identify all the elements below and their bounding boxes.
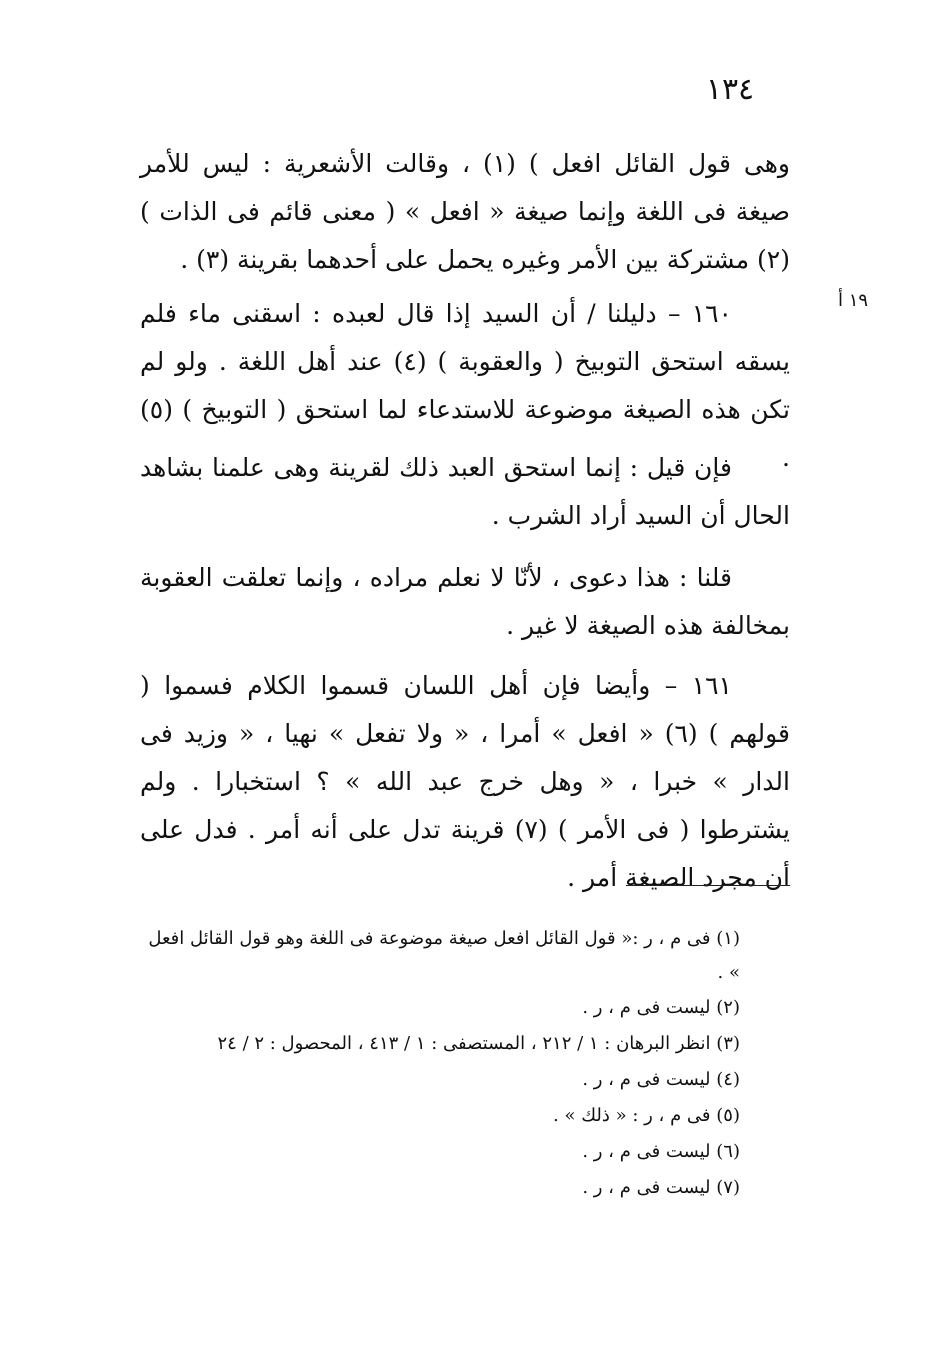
paragraph-161: ١٦١ – وأيضا فإن أهل اللسان قسموا الكلام فسموا ( قولهم ) (٦) « افعل » أمرا ، « ولا تفعل » نهيا ، « وزيد فى الدار » خبرا ، « وهل خرج عبد الله » ؟ استخبارا . ولم يشترطوا ( فى الأمر ) (٧) قرينة تدل على أنه أمر . فدل على أن مجرد الصيغة أمر .: [140, 671, 791, 892]
manuscript-folio-note: ١٩ أ: [837, 290, 869, 311]
paragraph-1: وهى قول القائل افعل ) (١) ، وقالت الأشعرية : ليس للأمر صيغة فى اللغة وإنما صيغة « افعل » ( معنى قائم فى الذات ) (٢) مشتركة بين الأمر وغيره يحمل على أحدهما بقرينة (٣) .: [140, 149, 790, 274]
paragraph-160: ١٦٠ – دليلنا / أن السيد إذا قال لعبده : اسقنى ماء فلم يسقه استحق التوبيخ ( والعقوبة ) (٤) عند أهل اللغة . ولو لم تكن هذه الصيغة موضوعة للاستدعاء لما استحق ( التوبيخ ) (٥) .: [140, 299, 790, 472]
main-text-block-4: [140, 554, 790, 650]
footnote-2: (٢) ليست فى م ، ر .: [582, 997, 740, 1018]
footnote-3: (٣) انظر البرهان : ١ / ٢١٢ ، المستصفى : ١ / ٤١٣ ، المحصول : ٢ / ٢٤: [217, 1033, 740, 1054]
footnote-4: (٤) ليست فى م ، ر .: [582, 1069, 740, 1090]
footnote-7: (٧) ليست فى م ، ر .: [582, 1177, 740, 1198]
paragraph-objection: فإن قيل : إنما استحق العبد ذلك لقرينة وهى علمنا بشاهد الحال أن السيد أراد الشرب .: [140, 453, 790, 530]
footnote-1: (١) فى م ، ر :« قول القائل افعل صيغة موضوعة فى اللغة وهو قول القائل افعل » .: [148, 928, 740, 983]
paragraph-reply: قلنا : هذا دعوى ، لأنّا لا نعلم مراده ، وإنما تعلقت العقوبة بمخالفة هذه الصيغة لا غير .: [140, 563, 790, 640]
footnote-6: (٦) ليست فى م ، ر .: [582, 1141, 740, 1162]
main-text-block: [140, 140, 790, 284]
footnote-5: (٥) فى م ، ر : « ذلك » .: [553, 1105, 740, 1126]
main-text-block-3: [140, 444, 790, 540]
main-text-block-5: [140, 662, 790, 902]
footnote-separator: [626, 885, 790, 886]
page-number: ١٣٤: [705, 72, 755, 107]
footnotes: [140, 922, 740, 1206]
